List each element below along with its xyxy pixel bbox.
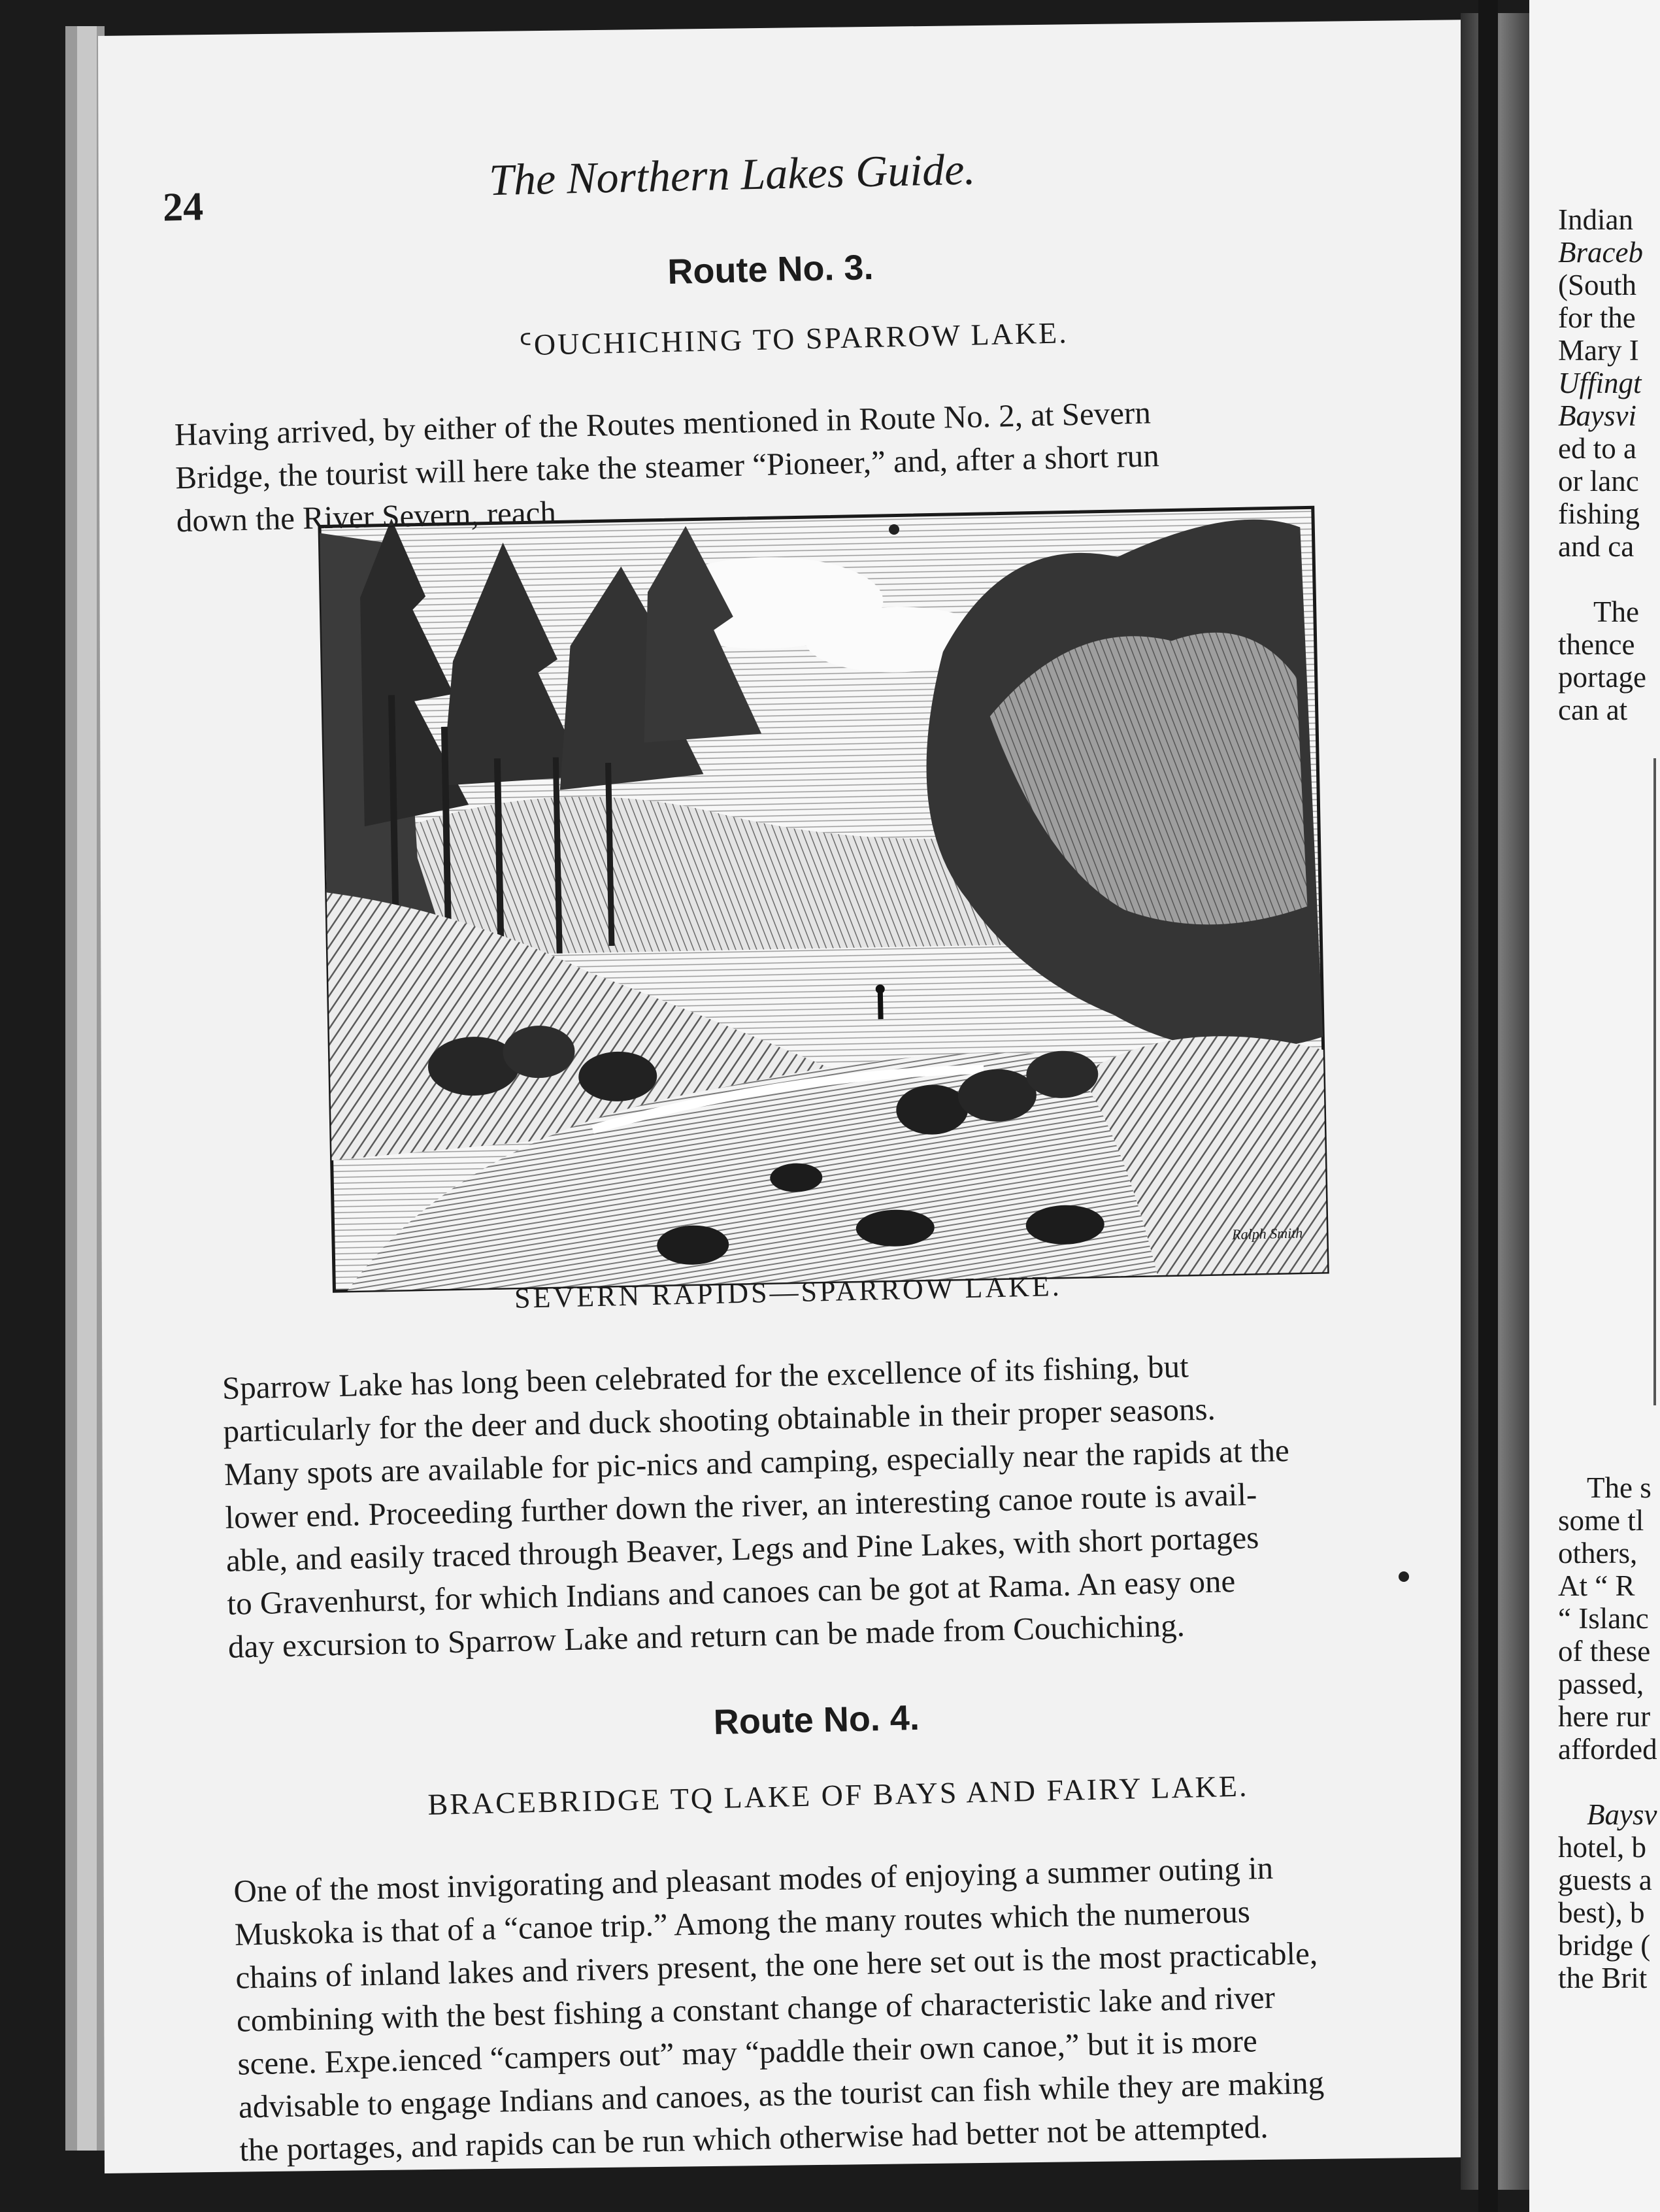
fragment-line: Braceb bbox=[1558, 236, 1643, 269]
fragment-line: thence bbox=[1558, 628, 1635, 661]
text-line: Muskoka is that of a “canoe trip.” Among the many routes which the numerous bbox=[234, 1893, 1251, 1952]
fragment-line: fishing bbox=[1558, 497, 1640, 530]
text-line: lower end. Proceeding further down the river, an interesting canoe route is avail- bbox=[224, 1476, 1257, 1535]
fragment-line: Baysv bbox=[1587, 1798, 1657, 1831]
fragment-line: for the bbox=[1558, 301, 1636, 334]
text-line: scene. Expe.ienced “campers out” may “paddle their own canoe,” but it is more bbox=[237, 2022, 1258, 2082]
fragment-line: (South bbox=[1558, 269, 1637, 301]
fragment-line: “ Islanc bbox=[1558, 1602, 1649, 1635]
fragment-line: passed, bbox=[1558, 1667, 1644, 1700]
fragment-line: some tl bbox=[1558, 1504, 1644, 1537]
text-line: Bridge, the tourist will here take the steamer “Pioneer,” and, after a short run bbox=[174, 437, 1160, 496]
fragment-line: hotel, b bbox=[1558, 1831, 1646, 1864]
route-3-intro bbox=[174, 385, 1431, 543]
fragment-line: here rur bbox=[1558, 1700, 1651, 1733]
route-3-heading: Route No. 3. bbox=[667, 247, 874, 292]
fragment-line: afforded bbox=[1558, 1733, 1657, 1766]
fragment-line: ed to a bbox=[1558, 432, 1636, 465]
route-3-subheading: ᑦOUCHICHING TO SPARROW LAKE. bbox=[518, 316, 1069, 362]
text-line: able, and easily traced through Beaver, Legs and Pine Lakes, with short portages bbox=[225, 1519, 1259, 1579]
route-4-heading: Route No. 4. bbox=[713, 1698, 920, 1743]
fragment-line: bridge ( bbox=[1558, 1929, 1651, 1962]
fragment-line: the Brit bbox=[1558, 1962, 1648, 1994]
text-line: to Gravenhurst, for which Indians and canoes can be got at Rama. An easy one bbox=[226, 1562, 1236, 1622]
fragment-line: can at bbox=[1558, 694, 1628, 726]
fragment-line: Uffingt bbox=[1558, 367, 1642, 399]
text-line: Many spots are available for pic-nics and camping, especially near the rapids at the bbox=[224, 1432, 1290, 1492]
text-line: advisable to engage Indians and canoes, as the tourist can fish while they are making bbox=[238, 2064, 1325, 2125]
fragment-line: and ca bbox=[1558, 530, 1635, 563]
fragment-line: The s bbox=[1587, 1471, 1652, 1504]
text-line: One of the most invigorating and pleasant modes of enjoying a summer outing in bbox=[233, 1849, 1274, 1909]
fragment-line: others, bbox=[1558, 1537, 1638, 1569]
right-page-fragment bbox=[1554, 0, 1660, 2212]
route-4-body bbox=[233, 1842, 1482, 2172]
fragment-line: best), b bbox=[1558, 1896, 1645, 1929]
route-4-subheading: BRACEBRIDGE TQ LAKE OF BAYS AND FAIRY LAKE. bbox=[427, 1769, 1249, 1822]
fragment-line: portage bbox=[1558, 661, 1646, 694]
text-line: day excursion to Sparrow Lake and return can be made from Couchiching. bbox=[227, 1607, 1186, 1665]
fragment-line: Mary I bbox=[1558, 334, 1639, 367]
left-page bbox=[148, 96, 1525, 2168]
running-head: The Northern Lakes Guide. bbox=[488, 144, 976, 205]
page-number: 24 bbox=[162, 184, 204, 230]
fragment-line: or lanc bbox=[1558, 465, 1639, 497]
fragment-line: Indian bbox=[1558, 203, 1633, 236]
text-line: combining with the best fishing a constant change of characteristic lake and river bbox=[236, 1979, 1276, 2039]
fragment-line: Baysvi bbox=[1558, 399, 1636, 432]
text-line: particularly for the deer and duck shooting obtainable in their proper seasons. bbox=[222, 1390, 1216, 1449]
fragment-line: guests a bbox=[1558, 1864, 1652, 1896]
fragment-line: At “ R bbox=[1558, 1569, 1635, 1602]
text-line: down the River Severn, reach bbox=[176, 494, 557, 539]
text-line: the portages, and rapids can be run which otherwise had better not be attempted. bbox=[239, 2108, 1269, 2168]
text-line: Sparrow Lake has long been celebrated for the excellence of its fishing, but bbox=[222, 1348, 1189, 1406]
fragment-line: The bbox=[1593, 595, 1639, 628]
text-line: Having arrived, by either of the Routes mentioned in Route No. 2, at Severn bbox=[174, 394, 1152, 453]
engraver-signature: Ralph Smith bbox=[1231, 1224, 1303, 1243]
illustration-caption: SEVERN RAPIDS—SPARROW LAKE. bbox=[514, 1269, 1063, 1315]
text-line: chains of inland lakes and rivers present, the one here set out is the most practicable, bbox=[235, 1935, 1318, 1996]
fragment-line: of these bbox=[1558, 1635, 1651, 1667]
route-3-body bbox=[222, 1339, 1470, 1669]
